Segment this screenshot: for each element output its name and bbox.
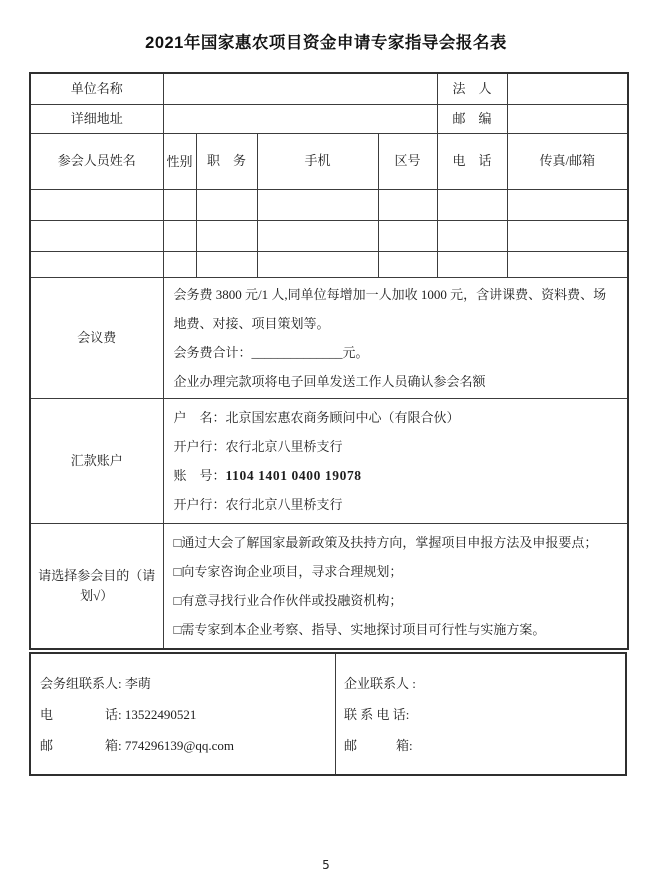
organizer-contact-email: 邮 箱: 774296139@qq.com: [40, 738, 234, 753]
fee-confirmation-note: 企业办理完款项将电子回单发送工作人员确认参会名额: [173, 373, 486, 389]
account-name-line: 户 名：北京国宏惠农商务顾问中心（有限合伙）: [173, 409, 460, 425]
fee-total-line[interactable]: 会务费合计：______________元。: [173, 344, 369, 360]
participant-row: [30, 220, 628, 251]
header-mobile: 手机: [257, 133, 378, 189]
participant-position-cell[interactable]: [196, 189, 257, 220]
enterprise-contact-email-field[interactable]: 邮 箱:: [344, 738, 413, 753]
enterprise-contact-name-field[interactable]: 企业联系人 :: [344, 676, 416, 691]
address-label: 详细地址: [30, 104, 163, 133]
participant-position-cell[interactable]: [196, 251, 257, 277]
enterprise-contact-panel: [336, 654, 625, 774]
participant-gender-cell[interactable]: [163, 251, 196, 277]
purpose-option-checkbox[interactable]: □需专家到本企业考察、指导、实地探讨项目可行性与实施方案。: [173, 621, 546, 637]
purpose-label: 请选择参会目的（请划√）: [30, 523, 163, 649]
purpose-option-checkbox[interactable]: □通过大会了解国家最新政策及扶持方向，掌握项目申报方法及申报要点；: [173, 534, 598, 550]
header-position: 职 务: [196, 133, 257, 189]
participant-fax-email-cell[interactable]: [507, 251, 628, 277]
contact-box: [29, 652, 627, 776]
legal-person-input[interactable]: [507, 73, 628, 104]
header-phone: 电 话: [437, 133, 507, 189]
participant-area-code-cell[interactable]: [378, 251, 437, 277]
participant-row: [30, 251, 628, 277]
registration-table: [29, 72, 629, 650]
bank-line-2: 开户行：农行北京八里桥支行: [173, 496, 343, 512]
header-gender: 性别: [163, 133, 196, 189]
header-participant-name: 参会人员姓名: [30, 133, 163, 189]
enterprise-contact-phone-field[interactable]: 联 系 电 话:: [344, 707, 410, 722]
header-fax-email: 传真/邮箱: [507, 133, 628, 189]
remittance-content: [163, 398, 628, 523]
participant-header-row: [30, 133, 628, 189]
organizer-contact-name: 会务组联系人: 李萌: [40, 676, 151, 691]
organizer-contact-phone: 电 话: 13522490521: [40, 707, 197, 722]
page-title: 2021年国家惠农项目资金申请专家指导会报名表: [145, 34, 507, 52]
account-number-label: 账 号：: [173, 467, 226, 483]
purpose-option-checkbox[interactable]: □有意寻找行业合作伙伴或投融资机构；: [173, 592, 403, 608]
conference-fee-label: 会议费: [30, 277, 163, 398]
company-name-input[interactable]: [163, 73, 437, 104]
header-area-code: 区号: [378, 133, 437, 189]
purpose-content: [163, 523, 628, 649]
address-input[interactable]: [163, 104, 437, 133]
company-name-label: 单位名称: [30, 73, 163, 104]
page-number: 5: [322, 858, 330, 872]
account-number: 1104 1401 0400 19078: [225, 467, 362, 483]
participant-phone-cell[interactable]: [437, 189, 507, 220]
purpose-option-checkbox[interactable]: □向专家咨询企业项目，寻求合理规划；: [173, 563, 403, 579]
remittance-row: [30, 398, 628, 523]
fee-description: 会务费 3800 元/1 人,同单位每增加一人加收 1000 元，含讲课费、资料费、场地费、对接、项目策划等。: [173, 286, 607, 331]
participant-name-cell[interactable]: [30, 220, 163, 251]
participant-gender-cell[interactable]: [163, 220, 196, 251]
bank-line-1: 开户行：农行北京八里桥支行: [173, 438, 343, 454]
participant-name-cell[interactable]: [30, 251, 163, 277]
postal-code-label: 邮 编: [437, 104, 507, 133]
participant-position-cell[interactable]: [196, 220, 257, 251]
legal-person-label: 法 人: [437, 73, 507, 104]
conference-fee-content: [163, 277, 628, 398]
participant-fax-email-cell[interactable]: [507, 189, 628, 220]
participant-area-code-cell[interactable]: [378, 189, 437, 220]
participant-phone-cell[interactable]: [437, 251, 507, 277]
participant-fax-email-cell[interactable]: [507, 220, 628, 251]
participant-name-cell[interactable]: [30, 189, 163, 220]
postal-code-input[interactable]: [507, 104, 628, 133]
purpose-row: [30, 523, 628, 649]
conference-fee-row: [30, 277, 628, 398]
account-number-line: [174, 461, 620, 490]
company-row: [30, 73, 628, 104]
remittance-label: 汇款账户: [30, 398, 163, 523]
participant-phone-cell[interactable]: [437, 220, 507, 251]
participant-mobile-cell[interactable]: [257, 251, 378, 277]
organizer-contact-panel: [31, 654, 336, 774]
participant-gender-cell[interactable]: [163, 189, 196, 220]
participant-mobile-cell[interactable]: [257, 189, 378, 220]
participant-row: [30, 189, 628, 220]
participant-area-code-cell[interactable]: [378, 220, 437, 251]
address-row: [30, 104, 628, 133]
participant-mobile-cell[interactable]: [257, 220, 378, 251]
